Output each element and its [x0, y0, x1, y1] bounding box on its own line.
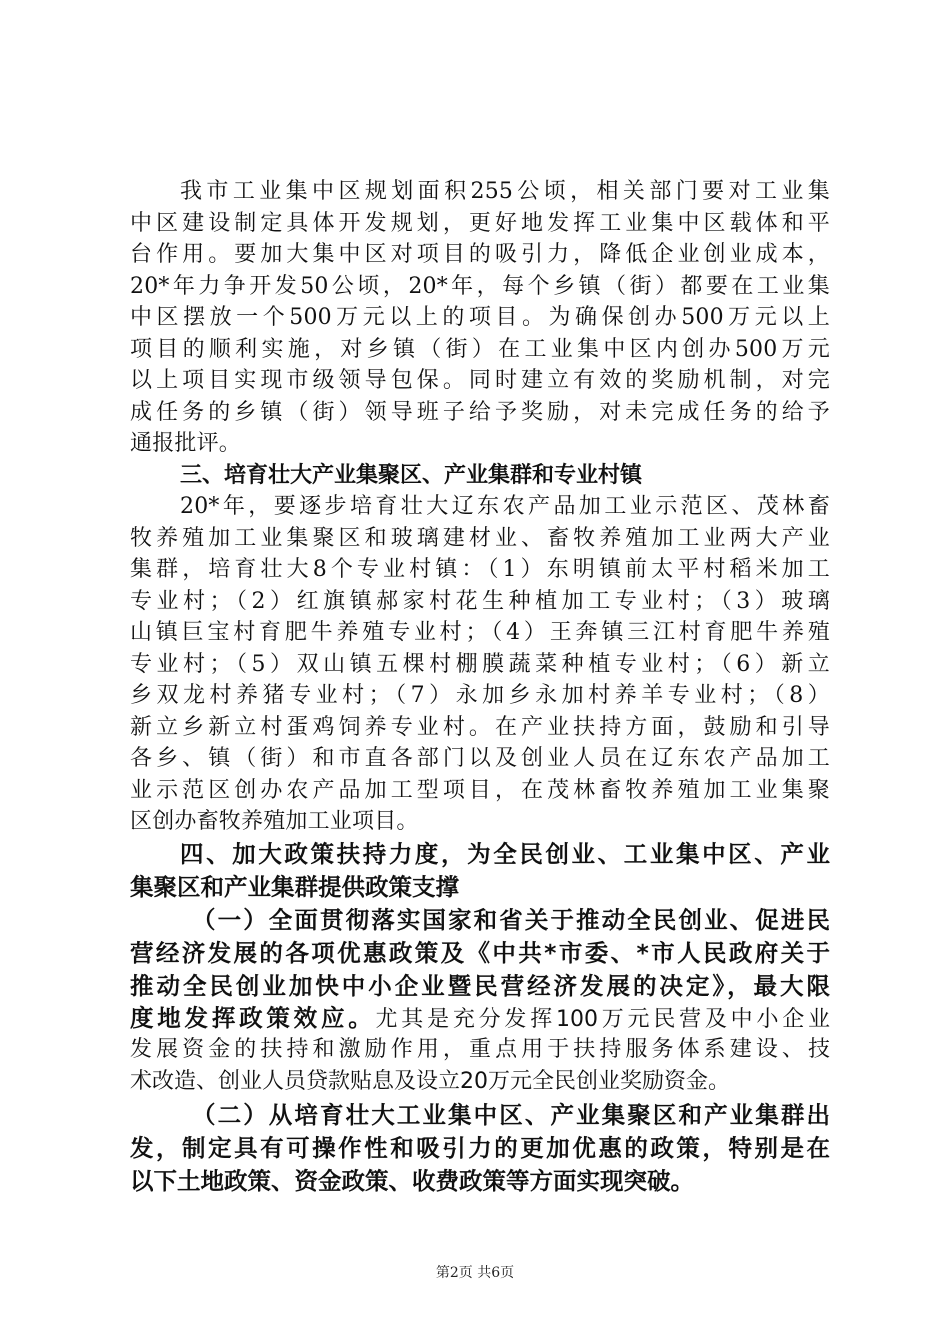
text-line: 乡双龙村养猪专业村；（7）永加乡永加村养羊专业村；（8）	[130, 683, 830, 708]
text-line-mixed	[130, 1003, 830, 1035]
text-line: 术改造、创业人员贷款贴息及设立20万元全民创业奖励资金。	[130, 1068, 730, 1094]
text-line: （一）全面贯彻落实国家和省关于推动全民创业、促进民	[192, 905, 830, 934]
text-line: 台作用。要加大集中区对项目的吸引力，降低企业创业成本，	[130, 242, 830, 267]
text-line: 以上项目实现市级领导包保。同时建立有效的奖励机制，对完	[130, 368, 830, 393]
text-line: 集群，培育壮大8个专业村镇：（1）东明镇前太平村稻米加工	[130, 557, 830, 582]
subsection-1	[130, 904, 830, 1098]
section-heading-3: 三、培育壮大产业集聚区、产业集群和专业村镇	[180, 462, 643, 488]
heading-line: 集聚区和产业集群提供政策支撑	[130, 872, 459, 901]
text-line: 20*年力争开发50公顷，20*年，每个乡镇（街）都要在工业集	[130, 273, 830, 299]
text-line: 成任务的乡镇（街）领导班子给予奖励，对未完成任务的给予	[130, 399, 830, 425]
text-line: 我市工业集中区规划面积255公顷，相关部门要对工业集	[180, 179, 830, 204]
document-body	[130, 176, 830, 1198]
text-line: 业示范区创办农产品加工型项目，在茂林畜牧养殖加工业集聚	[130, 777, 830, 803]
heading-line: 四、加大政策扶持力度，为全民创业、工业集中区、产业	[180, 839, 830, 868]
text-line: 新立乡新立村蛋鸡饲养专业村。在产业扶持方面，鼓励和引导	[130, 714, 830, 740]
text-line: 中区建设制定具体开发规划，更好地发挥工业集中区载体和平	[130, 210, 830, 236]
paragraph-industrial-zone	[130, 176, 830, 460]
text-line: 发，制定具有可操作性和吸引力的更加优惠的政策，特别是在	[130, 1134, 830, 1162]
paragraph-clusters	[130, 491, 830, 838]
page-number-footer: 第2页 共6页	[435, 1265, 515, 1281]
text-line: 中区摆放一个500万元以上的项目。为确保创办500万元以上	[130, 305, 830, 330]
text-line: 牧养殖加工业集聚区和玻璃建材业、畜牧养殖加工业两大产业	[130, 525, 830, 551]
text-line: 20*年，要逐步培育壮大辽东农产品加工业示范区、茂林畜	[180, 494, 830, 519]
text-line: 项目的顺利实施，对乡镇（街）在工业集中区内创办500万元	[130, 336, 830, 362]
section-heading-4	[130, 838, 830, 904]
text-line: 各乡、镇（街）和市直各部门以及创业人员在辽东农产品加工	[130, 746, 830, 771]
text-line: 通报批评。	[130, 431, 242, 456]
text-line: 营经济发展的各项优惠政策及《中共*市委、*市人民政府关于	[130, 938, 830, 967]
text-line: 发展资金的扶持和激励作用，重点用于扶持服务体系建设、技	[130, 1037, 830, 1062]
text-line: （二）从培育壮大工业集中区、产业集聚区和产业集群出	[192, 1101, 830, 1129]
text-line: 区创办畜牧养殖加工业项目。	[130, 809, 419, 834]
text-line: 以下土地政策、资金政策、收费政策等方面实现突破。	[130, 1167, 694, 1195]
subsection-2	[130, 1099, 830, 1198]
text-line: 推动全民创业加快中小企业暨民营经济发展的决定》，最大限	[130, 971, 830, 1000]
bold-fragment: 度地发挥政策效应。	[130, 1003, 376, 1032]
text-line: 山镇巨宝村育肥牛养殖专业村；（4）王奔镇三江村育肥牛养殖	[130, 620, 830, 645]
text-line: 专业村；（5）双山镇五棵村棚膜蔬菜种植专业村；（6）新立	[130, 651, 830, 677]
regular-fragment: 尤其是充分发挥100万元民营及中小企业	[375, 1006, 830, 1032]
text-line: 专业村；（2）红旗镇郝家村花生种植加工专业村；（3）玻璃	[130, 588, 830, 614]
